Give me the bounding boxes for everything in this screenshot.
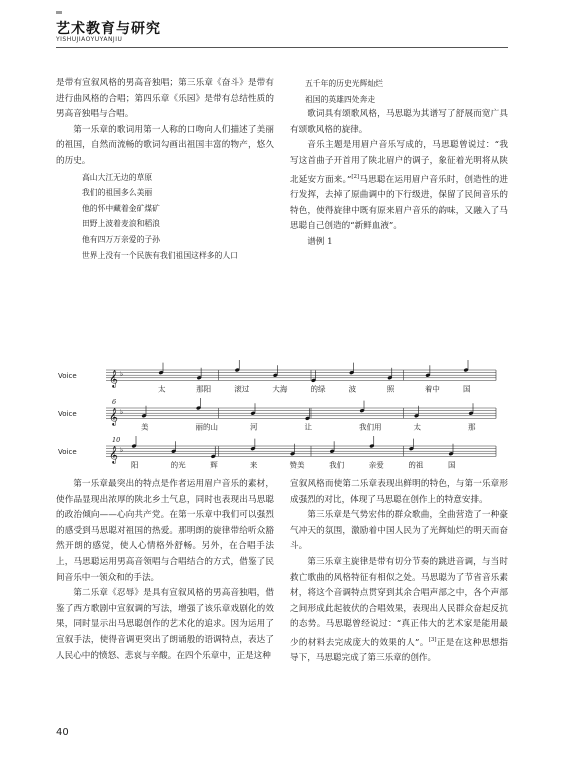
- lyric-syllable: 的祖: [408, 460, 424, 470]
- lyric-syllable: 阳: [131, 460, 139, 470]
- journal-title: 艺术教育与研究: [56, 21, 161, 37]
- paragraph: [290, 138, 508, 234]
- treble-clef-icon: 𝄞: [109, 445, 118, 464]
- lyric-syllable: 波: [348, 384, 357, 394]
- paragraph: 宣叙风格而使第二乐章表现出鲜明的特色，与第一乐章形成强烈的对比，体现了马思聪在创作上的特意安排。: [290, 479, 508, 505]
- citation-mark: [3]: [428, 636, 437, 643]
- lyric-syllable: 着中: [424, 384, 440, 394]
- lyric-syllable: 亲爱: [368, 460, 384, 470]
- paragraph: [290, 555, 508, 667]
- header-rule: [56, 47, 508, 48]
- poem-line: 五千年的历史光辉灿烂: [305, 79, 383, 88]
- lyric-syllable: 河: [250, 422, 258, 432]
- poem-line: 他的怀中藏着金矿煤矿: [82, 203, 160, 213]
- paragraph: 第三乐章是气势宏伟的群众歌曲，全曲营造了一种豪气冲天的氛围，激励着中国人民为了光辉灿烂的明天而奋斗。: [290, 510, 508, 552]
- music-score: [56, 350, 511, 470]
- treble-clef-icon: 𝄞: [109, 369, 118, 388]
- lyrics-poem: [56, 170, 274, 264]
- lyric-syllable: 辉: [210, 460, 218, 470]
- poem-line: 我们的祖国多么美丽: [82, 188, 153, 198]
- lyric-syllable: 丽的山: [195, 422, 218, 432]
- treble-clef-icon: 𝄞: [109, 407, 118, 426]
- part-label: Voice: [58, 410, 77, 419]
- flat-sign-icon: ♭: [120, 446, 124, 455]
- part-label: Voice: [58, 372, 77, 381]
- journal-pinyin: YISHUJIAOYUYANJIU: [56, 36, 123, 43]
- lyric-syllable: 国: [463, 384, 471, 394]
- score-system: [58, 360, 496, 393]
- citation-mark: [2]: [351, 173, 360, 180]
- measure-number: 10: [112, 436, 121, 444]
- lyric-syllable: 大海: [272, 384, 288, 394]
- lyric-syllable: 让: [304, 422, 312, 432]
- paragraph-text: 马思聪在运用眉户音乐时，创造性的进行发挥，去掉了原曲调中的下行级进，保留了民间音乐的特色，使得旋律中既有原来眉户音乐的韵味，又融入了马思聪自己创造的“新鲜血液”。: [290, 174, 508, 232]
- top-left-column: [56, 76, 274, 263]
- lyric-syllable: 我们: [329, 460, 345, 470]
- score-system: [58, 398, 496, 431]
- lyric-syllable: 赞美: [289, 460, 305, 470]
- lyric-syllable: 照: [386, 384, 395, 394]
- part-label: Voice: [58, 448, 77, 457]
- lyric-syllable: 那阳: [196, 384, 212, 394]
- paragraph-text: 第三乐章主旋律是带有切分节奏的跳进音调，与当时救亡歌曲的风格特征有相似之处。马思聪为了节省音乐素材，将这个音调特点贯穿到其余合唱声部之中，各个声部之间形成此起彼伏的合唱效果，表现出人民群众奋起反抗的态势。马思聪曾经说过：“真正伟大的艺术家是能用最少的材料去完成庞大的效果的人”。: [290, 556, 508, 648]
- poem-line: 他有四万万亲爱的子孙: [82, 234, 160, 244]
- flat-sign-icon: ♭: [120, 408, 124, 417]
- measure-number: 6: [112, 398, 117, 406]
- poem-line: 田野上波着麦浪和稻浪: [82, 219, 160, 229]
- paragraph: 歌词具有颂歌风格，马思聪为其谱写了舒展而宽广具有颂歌风格的旋律。: [290, 109, 508, 135]
- paragraph-text: 音乐主题是用眉户音乐写成的，马思聪曾说过：“我写这首曲子开首用了陕北眉户的调子，象征着光明将从陕北延安方面来。”: [290, 140, 508, 185]
- header-accent-bar: [56, 11, 62, 14]
- top-right-column: [290, 76, 508, 250]
- bottom-right-column: [290, 477, 508, 667]
- poem-line: 祖国的英雄四处奔走: [305, 94, 376, 104]
- lyric-syllable: 来: [249, 460, 258, 470]
- lyric-syllable: 滚过: [234, 384, 250, 394]
- paragraph: 第二乐章《忍辱》是具有宣叙风格的男高音独唱，借鉴了西方歌剧中宣叙调的写法，增强了该乐章戏剧化的效果，同时显示出马思聪创作的艺术化的追求。因为运用了宣叙手法，使得音调更突出了朗诵般的语调特点，表达了人民心中的愤怒、悲哀与辛酸。在四个乐章中，正是这种: [56, 588, 274, 661]
- lyric-syllable: 的光: [170, 460, 186, 470]
- paragraph-text: 正是在这种思想指导下，马思聪完成了第三乐章的创作。: [290, 637, 508, 664]
- paragraph: 第一乐章的歌词用第一人称的口吻向人们描述了美丽的祖国，自然而流畅的歌词勾画出祖国丰富的物产，悠久的历史。: [56, 124, 274, 166]
- flat-sign-icon: ♭: [120, 370, 124, 379]
- score-system: [58, 436, 496, 469]
- lyrics-poem: [290, 76, 508, 107]
- lyric-syllable: 国: [448, 460, 456, 470]
- lyric-syllable: 我们用: [359, 422, 382, 432]
- paragraph: 第一乐章最突出的特点是作者运用眉户音乐的素材，使作品显现出浓厚的陕北乡土气息，同时也表现出马思聪的政治倾向——心向共产党。在第一乐章中我们可以强烈的感受到马思聪对祖国的热爱。那明朗的旋律带给听众豁然开朗的感觉，使人心情格外舒畅。另外，在合唱手法上，马思聪运用男高音领唱与合唱结合的方式，借鉴了民间音乐中一领众和的手法。: [56, 479, 274, 583]
- poem-line: 高山大江无边的草原: [82, 172, 153, 182]
- poem-line: 世界上没有一个民族有我们祖国这样多的人口: [82, 250, 238, 260]
- bottom-left-column: [56, 477, 274, 664]
- lyric-syllable: 的绿: [310, 384, 326, 394]
- paragraph: 是带有宣叙风格的男高音独唱；第三乐章《奋斗》是带有进行曲风格的合唱；第四乐章《乐园》是带有总结性质的男高音独唱与合唱。: [56, 78, 274, 120]
- lyric-syllable: 太: [158, 384, 166, 394]
- example-label: 谱例 1: [307, 236, 333, 247]
- page-number: 40: [56, 727, 69, 738]
- lyric-syllable: 美: [141, 422, 149, 432]
- lyric-syllable: 太: [413, 422, 421, 432]
- lyric-syllable: 那: [468, 422, 476, 432]
